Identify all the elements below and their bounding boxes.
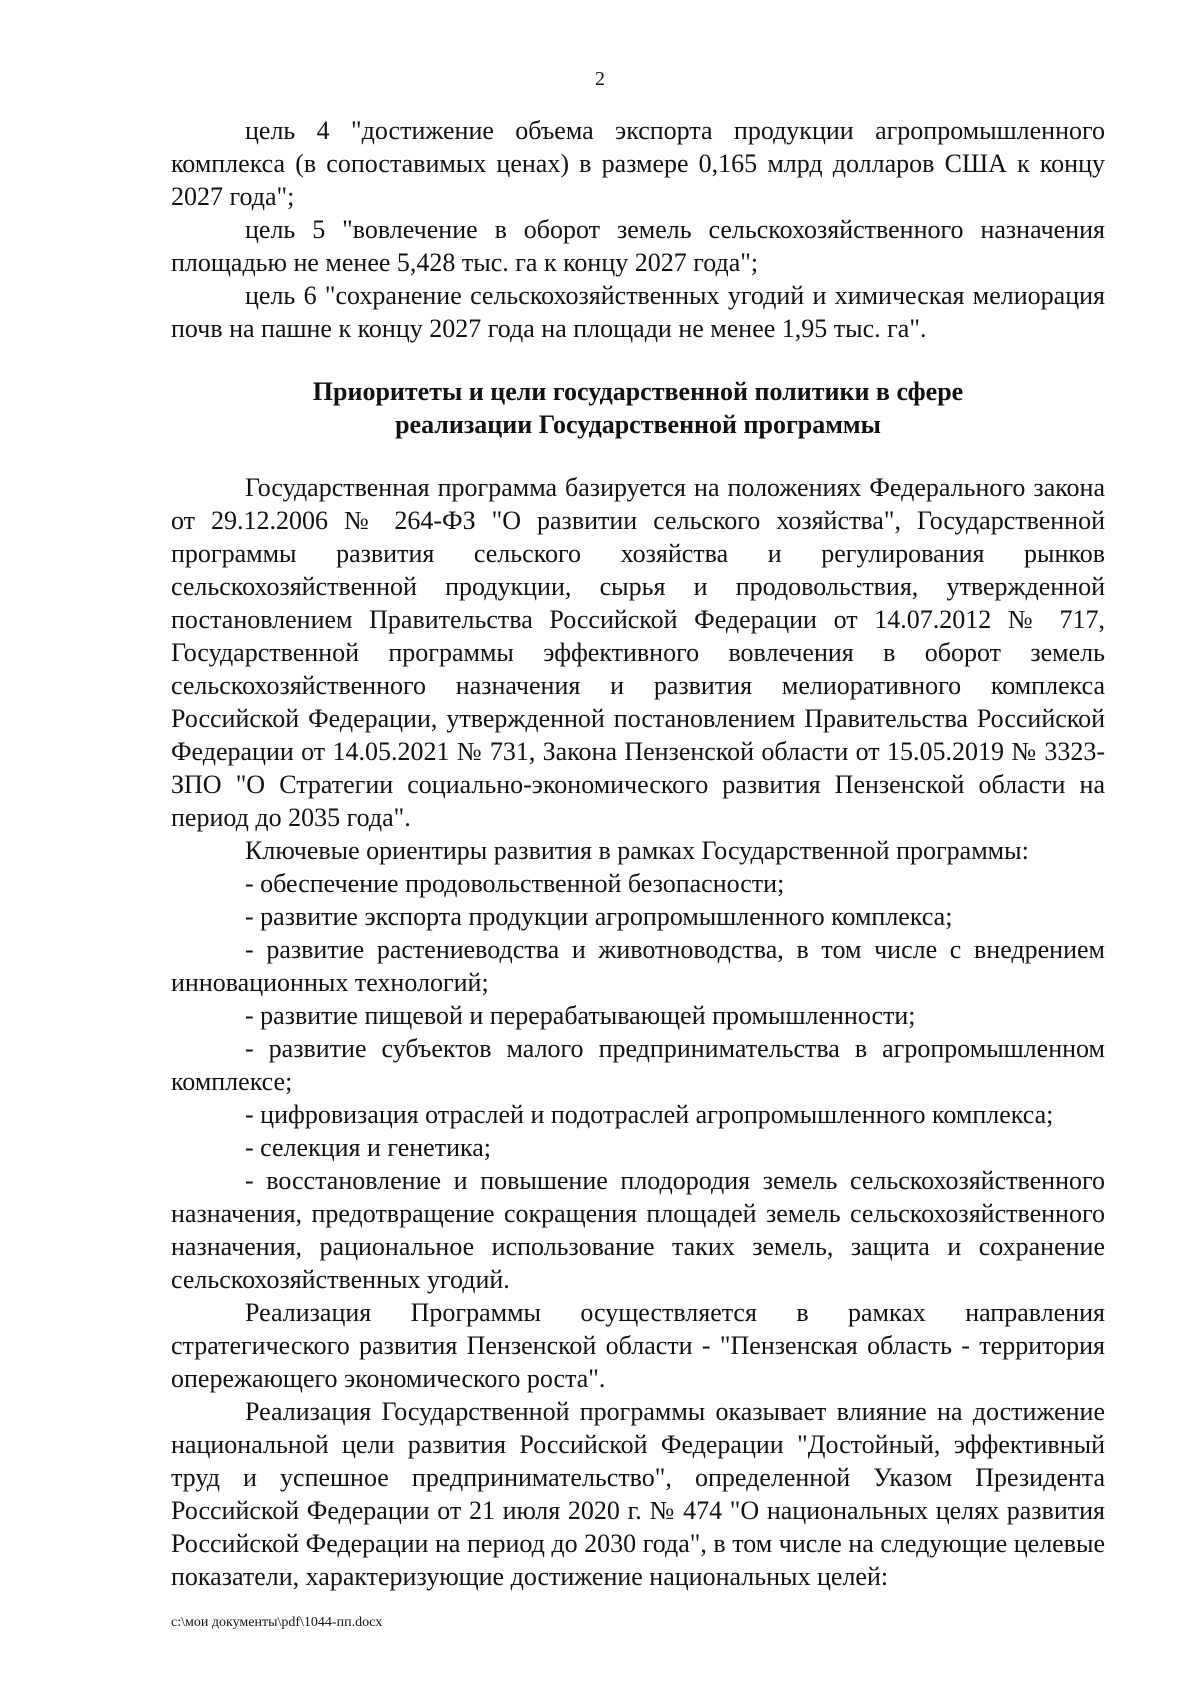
page-number: 2 [595,68,605,90]
list-item-selection-genetics: - селекция и генетика; [245,1133,491,1162]
list-item-digitalization: - цифровизация отраслей и подотраслей агропромышленного комплекса; [245,1100,1054,1129]
list-item-export: - развитие экспорта продукции агропромышленного комплекса; [245,902,953,931]
list-item-soil-fertility: - восстановление и повышение плодородия земель сельскохозяйственного назначения, предотвращение сокращения площадей земель сельскохозяйственного назначения, рациональное использование таких земель, защита и сохранение сельскохозяйственных угодий. [171,1166,1105,1294]
goal-paragraph-4: цель 4 "достижение объема экспорта продукции агропромышленного комплекса (в сопоставимых ценах) в размере 0,165 млрд долларов США к концу 2027 года"; [171,116,1105,211]
page-content [171,114,1105,1593]
list-item-food-processing: - развитие пищевой и перерабатывающей промышленности; [245,1001,916,1030]
section-heading-line-2: реализации Государственной программы [395,410,881,439]
spacer [171,441,1105,471]
section-heading [171,375,1105,441]
body-paragraph-legal-basis: Государственная программа базируется на положениях Федерального закона от 29.12.2006 № 264-ФЗ "О развитии сельского хозяйства", Государственной программы развития сельского хозяйства и регулирования рынков сельскохозяйственной продукции, сырья и продовольствия, утвержденной постановлением Правительства Российской Федерации от 14.07.2012 № 717, Государственной программы эффективного вовлечения в оборот земель сельскохозяйственного назначения и развития мелиоративного комплекса Российской Федерации, утвержденной постановлением Правительства Российской Федерации от 14.05.2021 № 731, Закона Пензенской области от 15.05.2019 № 3323-ЗПО "О Стратегии социально-экономического развития Пензенской области на период до 2035 года". [171,473,1105,832]
body-paragraph-strategic-direction: Реализация Программы осуществляется в рамках направления стратегического развития Пензенской области - "Пензенская область - территория опережающего экономического роста". [171,1298,1105,1393]
footer-file-path: c:\мои документы\pdf\1044-пп.docx [171,1615,383,1630]
body-paragraph-key-directions-intro: Ключевые ориентиры развития в рамках Государственной программы: [245,836,1029,865]
list-item-crop-livestock: - развитие растениеводства и животноводства, в том числе с внедрением инновационных технологий; [171,935,1105,997]
goal-paragraph-6: цель 6 "сохранение сельскохозяйственных угодий и химическая мелиорация почв на пашне к концу 2027 года на площади не менее 1,95 тыс. га". [171,281,1105,343]
list-item-food-security: - обеспечение продовольственной безопасности; [245,869,785,898]
body-paragraph-national-goals: Реализация Государственной программы оказывает влияние на достижение национальной цели развития Российской Федерации "Достойный, эффективный труд и успешное предпринимательство", определенной Указом Президента Российской Федерации от 21 июля 2020 г. № 474 "О национальных целях развития Российской Федерации на период до 2030 года", в том числе на следующие целевые показатели, характеризующие достижение национальных целей: [171,1397,1105,1591]
section-heading-line-1: Приоритеты и цели государственной политики в сфере [312,377,964,406]
goal-paragraph-5: цель 5 "вовлечение в оборот земель сельскохозяйственного назначения площадью не менее 5,428 тыс. га к концу 2027 года"; [171,215,1105,277]
list-item-small-business: - развитие субъектов малого предпринимательства в агропромышленном комплексе; [171,1034,1105,1096]
